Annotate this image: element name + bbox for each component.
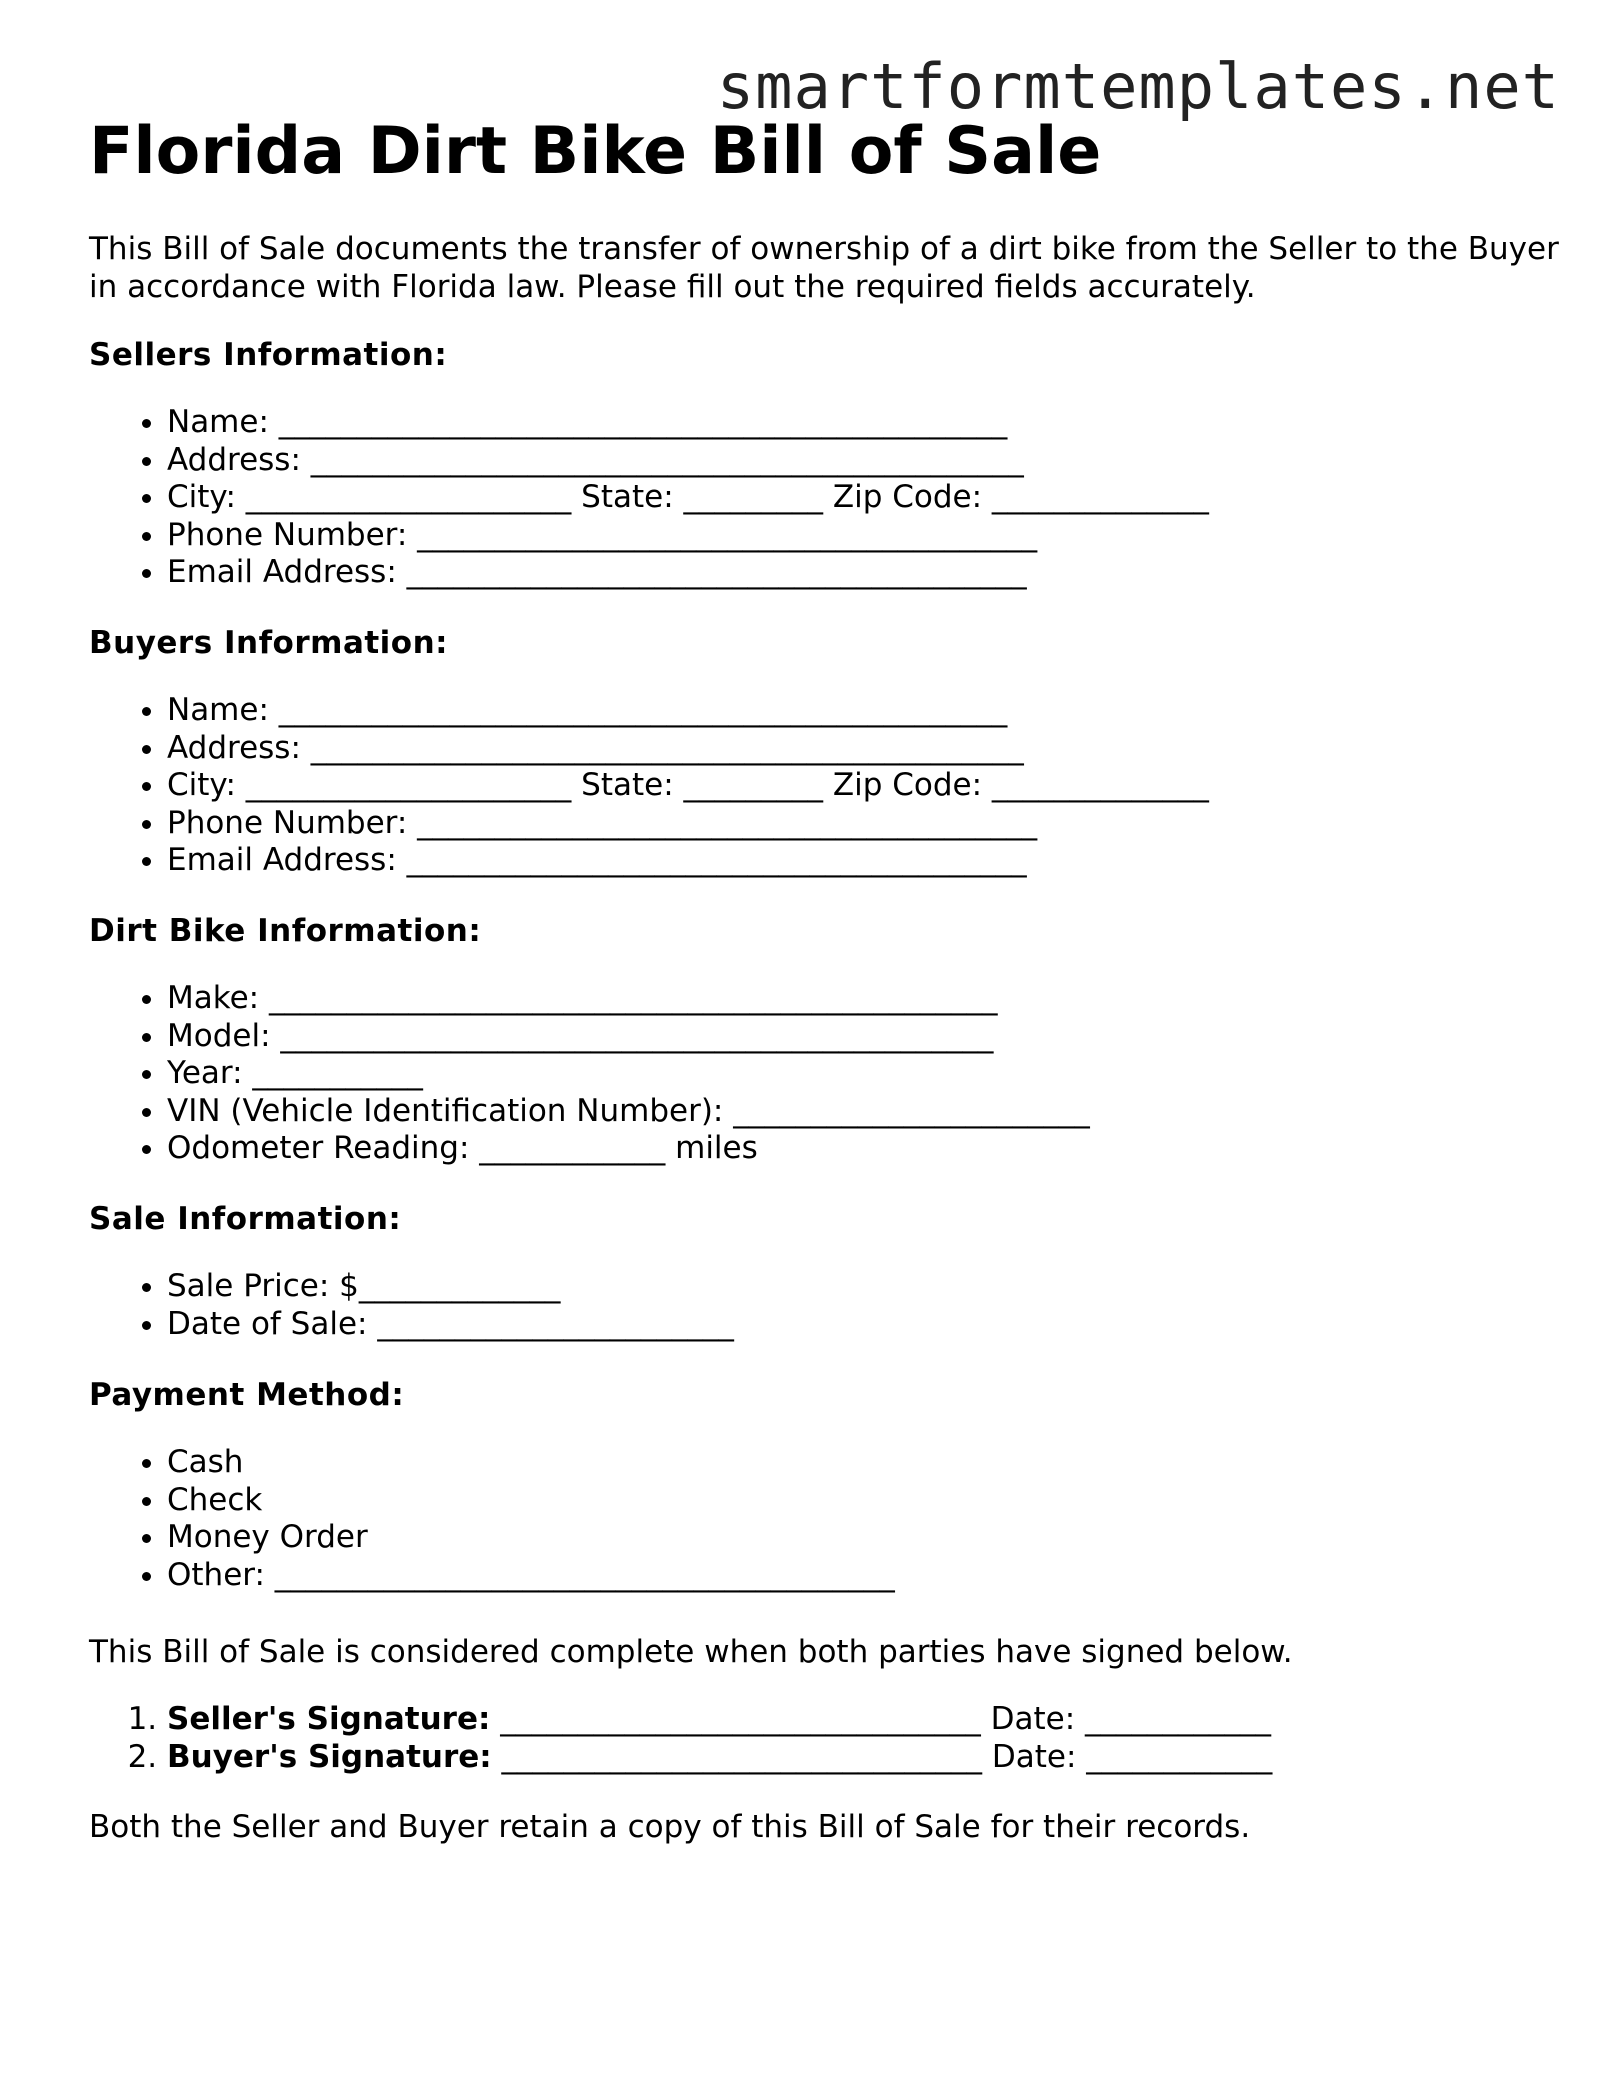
intro-paragraph: This Bill of Sale documents the transfer of ownership of a dirt bike from the Seller to the Buyer in accordance with Florida law. Please fill out the required fields accurately.: [89, 231, 1559, 305]
bike-heading: Dirt Bike Information:: [89, 913, 482, 949]
signature-list: [89, 1701, 1272, 1776]
sale-price-field[interactable]: • Sale Price: $_____________: [167, 1268, 734, 1306]
payment-option-other-field[interactable]: • Other: ________________________________________: [167, 1557, 895, 1595]
bike-odometer-field[interactable]: • Odometer Reading: ____________ miles: [167, 1130, 1090, 1168]
seller-address-field[interactable]: • Address: ______________________________________________: [167, 442, 1209, 480]
seller-name-field[interactable]: • Name: _______________________________________________: [167, 404, 1209, 442]
bike-make-field[interactable]: • Make: _______________________________________________: [167, 980, 1090, 1018]
sale-fields: [89, 1268, 734, 1343]
closing-note: Both the Seller and Buyer retain a copy of this Bill of Sale for their records.: [89, 1809, 1251, 1845]
sellers-fields: [89, 404, 1209, 592]
buyer-city-state-zip-field[interactable]: • City: _____________________ State: _________ Zip Code: ______________: [167, 767, 1209, 805]
payment-options: [89, 1444, 895, 1594]
buyer-signature-line[interactable]: _______________________________ Date: ____________: [491, 1738, 1273, 1775]
buyer-phone-field[interactable]: • Phone Number: ________________________________________: [167, 805, 1209, 843]
bike-fields: [89, 980, 1090, 1168]
watermark: smartformtemplates.net: [716, 50, 1560, 123]
seller-phone-field[interactable]: • Phone Number: ________________________________________: [167, 517, 1209, 555]
sale-date-field[interactable]: • Date of Sale: _______________________: [167, 1306, 734, 1344]
buyer-email-field[interactable]: • Email Address: ________________________________________: [167, 842, 1209, 880]
buyers-fields: [89, 692, 1209, 880]
completion-note: This Bill of Sale is considered complete when both parties have signed below.: [89, 1634, 1293, 1670]
seller-city-state-zip-field[interactable]: • City: _____________________ State: _________ Zip Code: ______________: [167, 479, 1209, 517]
bike-vin-field[interactable]: • VIN (Vehicle Identification Number): _______________________: [167, 1093, 1090, 1131]
buyer-signature-row[interactable]: [167, 1739, 1272, 1777]
bike-model-field[interactable]: • Model: ______________________________________________: [167, 1018, 1090, 1056]
seller-email-field[interactable]: • Email Address: ________________________________________: [167, 554, 1209, 592]
payment-option-cash[interactable]: • Cash: [167, 1444, 895, 1482]
buyer-signature-label: Buyer's Signature:: [167, 1738, 492, 1775]
payment-heading: Payment Method:: [89, 1377, 405, 1413]
document-title: Florida Dirt Bike Bill of Sale: [89, 114, 1102, 189]
seller-signature-label: Seller's Signature:: [167, 1701, 491, 1737]
payment-option-check[interactable]: • Check: [167, 1482, 895, 1520]
seller-signature-line[interactable]: _______________________________ Date: ____________: [490, 1701, 1271, 1737]
sellers-heading: Sellers Information:: [89, 337, 448, 373]
buyer-address-field[interactable]: • Address: ______________________________________________: [167, 730, 1209, 768]
buyers-heading: Buyers Information:: [89, 625, 449, 661]
sale-heading: Sale Information:: [89, 1201, 402, 1237]
bike-year-field[interactable]: • Year: ___________: [167, 1055, 1090, 1093]
buyer-name-field[interactable]: • Name: _______________________________________________: [167, 692, 1209, 730]
seller-signature-row[interactable]: [167, 1701, 1272, 1739]
payment-option-money-order[interactable]: • Money Order: [167, 1519, 895, 1557]
